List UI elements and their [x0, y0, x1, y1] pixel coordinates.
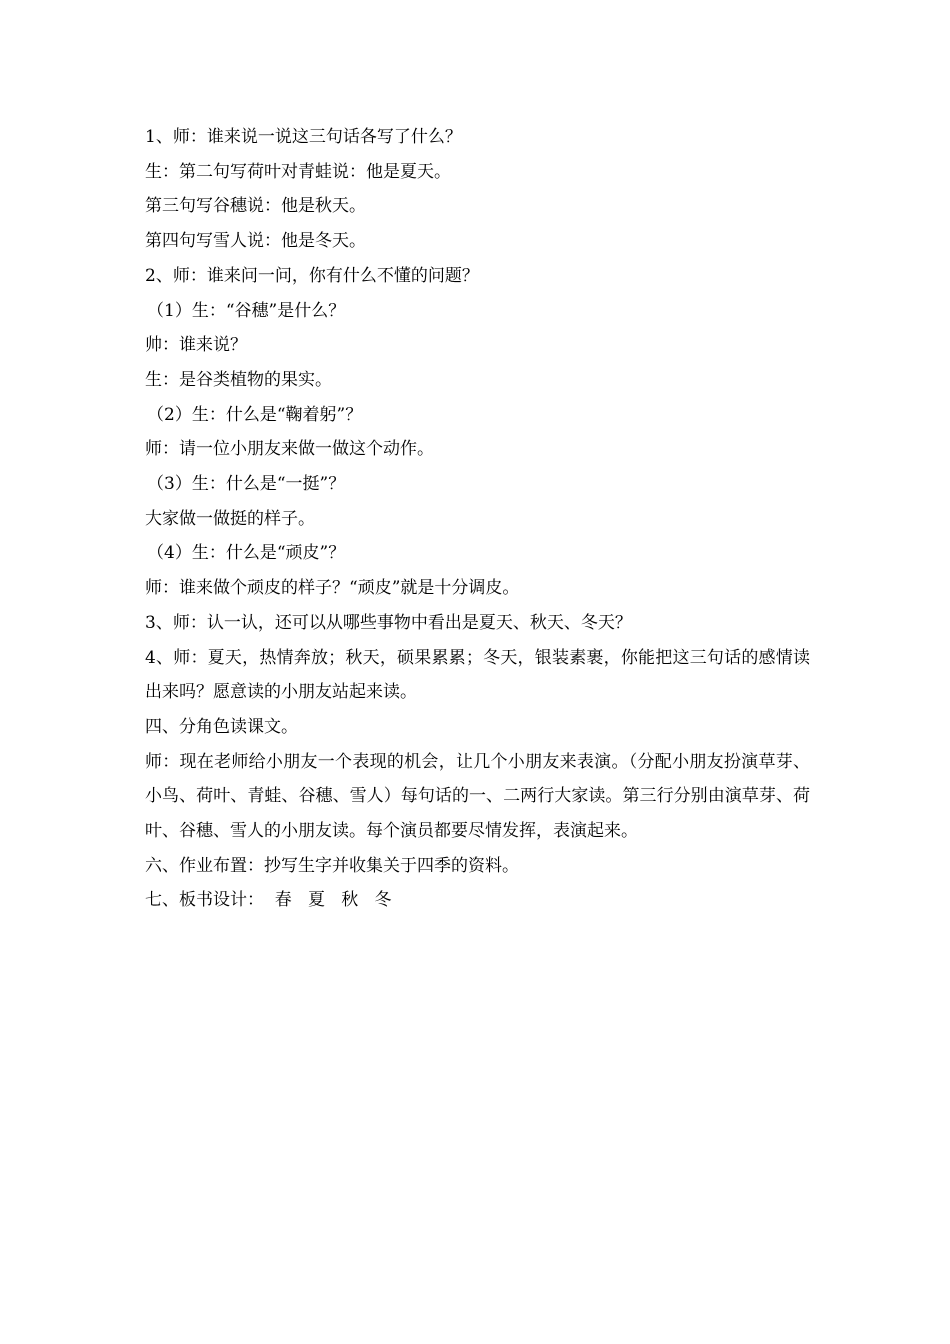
paragraph-line: 第三句写谷穗说：他是秋天。 — [145, 196, 366, 217]
paragraph-line: （4）生：什么是“顽皮”？ — [147, 543, 346, 564]
paragraph-line: （2）生：什么是“鞠着躬”？ — [147, 404, 363, 425]
section-heading: 六、作业布置：抄写生字并收集关于四季的资料。 — [145, 855, 519, 876]
paragraph-line: 师：现在老师给小朋友一个表现的机会，让几个小朋友来表演。（分配小朋友扮演草芽、小鸟、荷叶、青蛙、谷穗、雪人）每句话的一、二两行大家读。第三行分别由演草芽、荷叶、谷穗、雪人的小朋友读。每个演员都要尽情发挥，表演起来。 — [145, 751, 810, 842]
section-heading: 四、分角色读课文。 — [145, 716, 298, 737]
section-heading: 七、板书设计： 春 夏 秋 冬 — [145, 890, 392, 911]
paragraph-line: 3、师：认一认，还可以从哪些事物中看出是夏天、秋天、冬天？ — [145, 612, 632, 633]
paragraph-line: 4、师：夏天，热情奔放；秋天，硕果累累；冬天，银装素裹，你能把这三句话的感情读出来吗？愿意读的小朋友站起来读。 — [145, 647, 810, 703]
paragraph-line: 师：请一位小朋友来做一做这个动作。 — [145, 439, 434, 460]
paragraph-line: （1）生：“谷穗”是什么？ — [147, 300, 346, 321]
paragraph-line: 师：谁来做个顽皮的样子？“顽皮”就是十分调皮。 — [145, 578, 520, 599]
document-body — [145, 120, 810, 918]
paragraph-line: 生：是谷类植物的果实。 — [145, 369, 332, 390]
paragraph-line: 2、师：谁来问一问，你有什么不懂的问题？ — [145, 265, 479, 286]
paragraph-line: 1、师：谁来说一说这三句话各写了什么？ — [145, 127, 462, 147]
paragraph-line: 帅：谁来说？ — [145, 335, 247, 356]
paragraph-line: 大家做一做挺的样子。 — [145, 508, 315, 529]
paragraph-line: 第四句写雪人说：他是冬天。 — [145, 231, 366, 252]
paragraph-line: （3）生：什么是“一挺”？ — [147, 474, 346, 495]
paragraph-line: 生：第二句写荷叶对青蛙说：他是夏天。 — [145, 161, 451, 182]
